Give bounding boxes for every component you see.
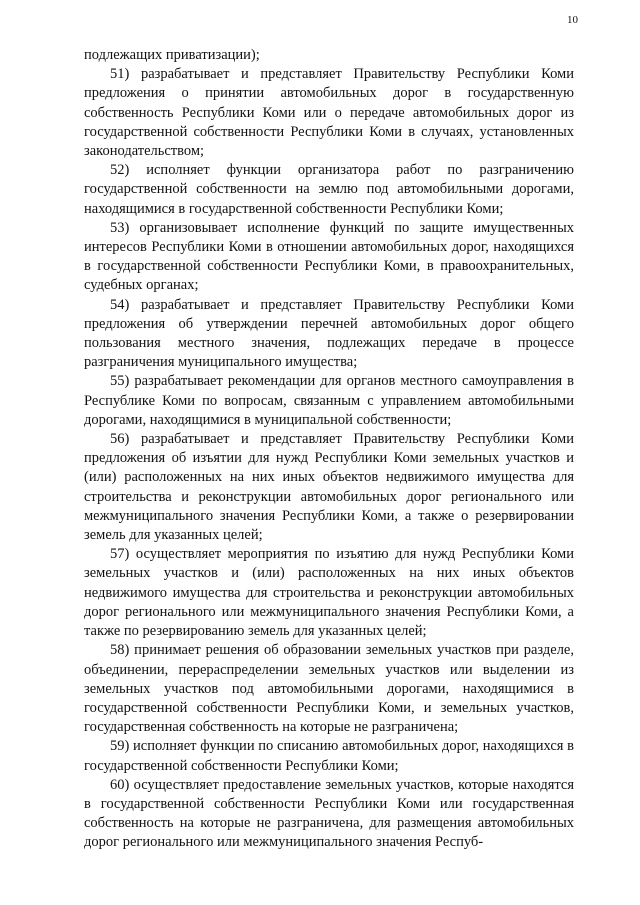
paragraph-item-56: 56) разрабатывает и представляет Правительству Республики Коми предложения об изъятии для нужд Республики Коми земельных участков и (или) расположенных на них иных объектов недвижимого имущества для строительства и реконструкции автомобильных дорог регионального или межмуниципального значения Республики Коми, а также о резервировании земель для указанных целей;	[84, 431, 574, 544]
paragraph-item-54: 54) разрабатывает и представляет Правительству Республики Коми предложения об утверждении перечней автомобильных дорог общего пользования местного значения, подлежащих передаче в процессе разграничения муниципального имущества;	[84, 296, 574, 371]
paragraph-item-60: 60) осуществляет предоставление земельных участков, которые находятся в государственной собственности Республики Коми или государственная собственность на которые не разграничена, для размещения автомобильных дорог регионального или межмуниципального значения Респуб-	[84, 776, 574, 851]
paragraph-item-58: 58) принимает решения об образовании земельных участков при разделе, объединении, перераспределении земельных участков или выделении из земельных участков под автомобильными дорогами, находящимися в государственной собственности Республики Коми, и земельных участков, государственная собственность на которые не разграничена;	[84, 642, 574, 736]
paragraph-item-51: 51) разрабатывает и представляет Правительству Республики Коми предложения о принятии автомобильных дорог в государственную собственность Республики Коми или о передаче автомобильных дорог из государственной собственности Республики Коми в случаях, установленных законодательством;	[84, 66, 574, 160]
paragraph-item-55: 55) разрабатывает рекомендации для органов местного самоуправления в Республике Коми по вопросам, связанным с управлением автомобильными дорогами, находящимися в муниципальной собственности;	[84, 373, 574, 428]
page-number: 10	[567, 14, 578, 26]
paragraph-item-59: 59) исполняет функции по списанию автомобильных дорог, находящихся в государственной собственности Республики Коми;	[84, 738, 574, 774]
document-body	[84, 46, 574, 853]
paragraph-item-52: 52) исполняет функции организатора работ по разграничению государственной собственности на землю под автомобильными дорогами, находящимися в государственной собственности Республики Коми;	[84, 162, 574, 217]
paragraph-item-53: 53) организовывает исполнение функций по защите имущественных интересов Республики Коми в отношении автомобильных дорог, находящихся в государственной собственности Республики Коми, в правоохранительных, судебных органах;	[84, 219, 574, 294]
paragraph-continuation: подлежащих приватизации);	[84, 47, 260, 63]
paragraph-item-57: 57) осуществляет мероприятия по изъятию для нужд Республики Коми земельных участков и (или) расположенных на них иных объектов недвижимого имущества для строительства и реконструкции автомобильных дорог регионального или межмуниципального значения Республики Коми, а также по резервированию земель для указанных целей;	[84, 546, 574, 640]
